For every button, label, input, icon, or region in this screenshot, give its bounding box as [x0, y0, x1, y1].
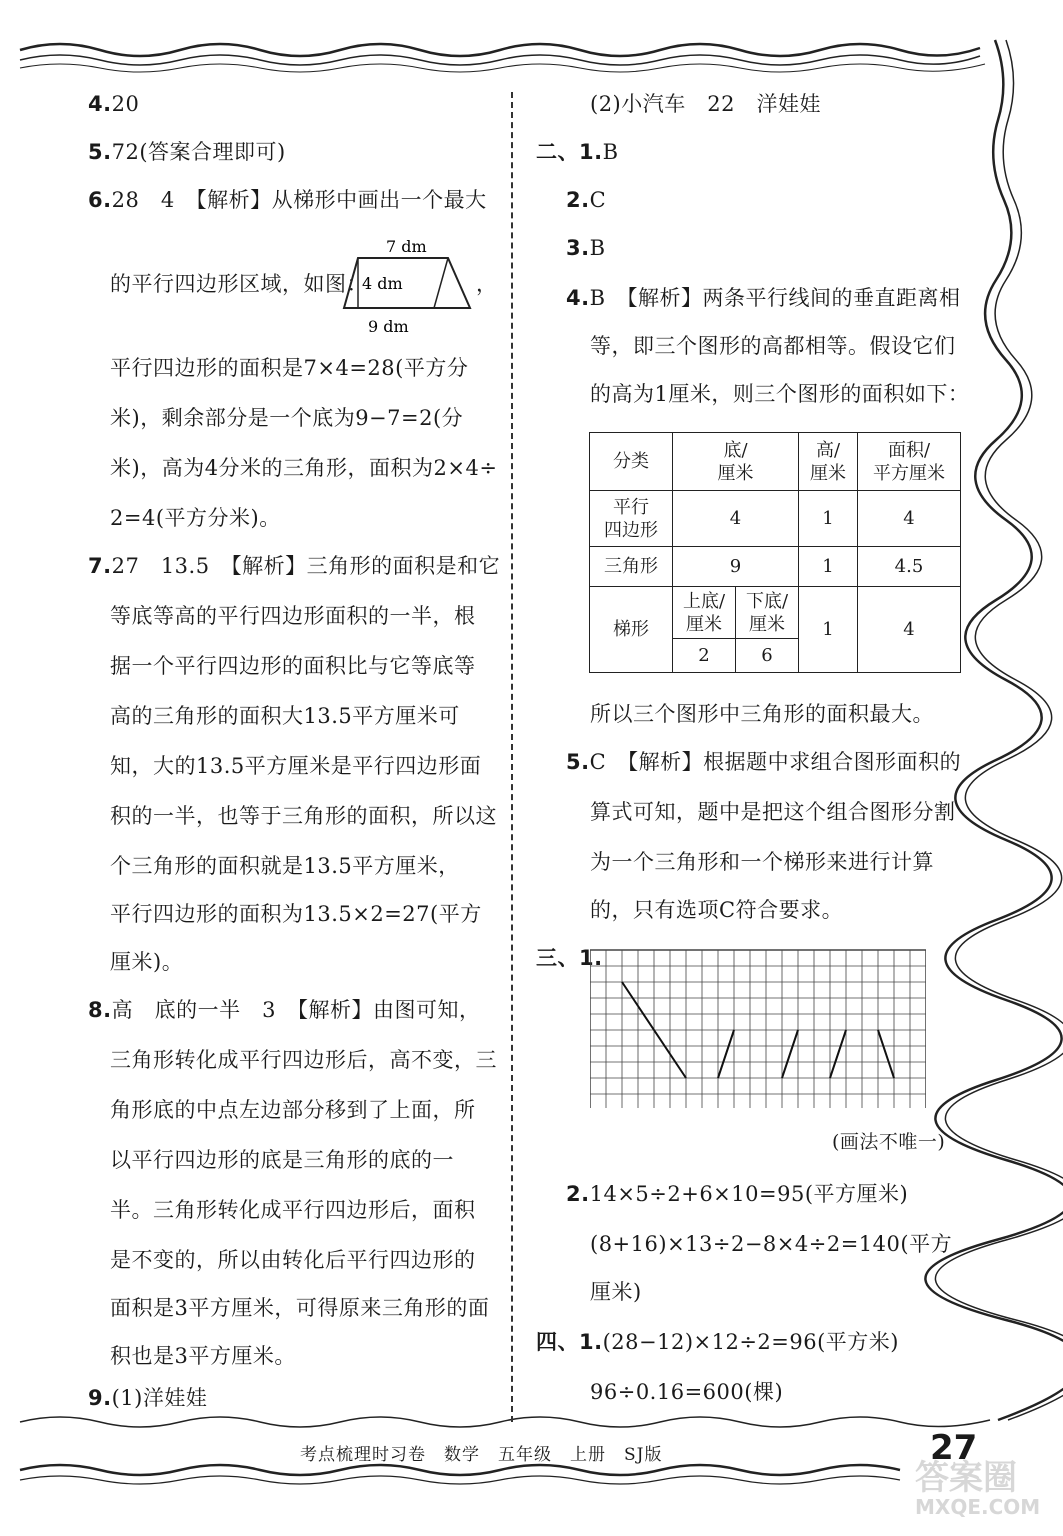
cell: 2 — [673, 639, 736, 673]
row-triangle-name: 三角形 — [590, 547, 673, 587]
svg-text:4 dm: 4 dm — [362, 274, 403, 293]
section-2-q4: 4.B 【解析】两条平行线间的垂直距离相 — [566, 286, 961, 310]
answer-7-line: 积的一半，也等于三角形的面积，所以这 — [110, 804, 497, 828]
section-2-q5-line: 算式可知，题中是把这个组合图形分割 — [590, 800, 956, 824]
answer-6: 6.28 4 【解析】从梯形中画出一个最大 — [88, 188, 487, 212]
th-base: 底/ 厘米 — [673, 433, 799, 491]
answer-8-line: 以平行四边形的底是三角形的底的一 — [110, 1148, 454, 1172]
answer-7-line: 等底等高的平行四边形面积的一半，根 — [110, 604, 476, 628]
section-2-q5-line: 的，只有选项C符合要求。 — [590, 898, 844, 922]
svg-text:7 dm: 7 dm — [386, 237, 427, 256]
answer-7-line: 个三角形的面积就是13.5平方厘米， — [110, 854, 460, 878]
comma: ， — [476, 272, 498, 296]
drawn-segment — [718, 1030, 734, 1078]
section-4-q1-line: 96÷0.16=600(棵) — [590, 1380, 784, 1404]
answer-6-line: 米)，剩余部分是一个底为9−7=2(分 — [110, 406, 464, 430]
section-2-q2: 2.C — [566, 188, 607, 212]
row-trapezoid-name: 梯形 — [590, 587, 673, 673]
cell: 1 — [799, 587, 858, 673]
section-3-q1: 三、1. — [536, 945, 603, 970]
answer-8-line: 面积是3平方厘米，可得原来三角形的面 — [110, 1296, 490, 1320]
cell: 4.5 — [858, 547, 961, 587]
drawing-grid — [590, 948, 926, 1108]
trapezoid-figure — [338, 236, 478, 336]
section-2-q5-line: 为一个三角形和一个梯形来进行计算 — [590, 850, 934, 874]
svg-text:9 dm: 9 dm — [368, 317, 409, 336]
cell: 6 — [736, 639, 799, 673]
answer-5: 5.72(答案合理即可) — [88, 140, 286, 164]
drawn-segment — [782, 1030, 798, 1078]
section-2-q5: 5.C 【解析】根据题中求组合图形面积的 — [566, 750, 962, 774]
footer-book-info: 考点梳理时习卷 数学 五年级 上册 SJ版 — [300, 1445, 663, 1465]
answer-7-line: 厘米)。 — [110, 950, 184, 974]
th-height: 高/ 厘米 — [799, 433, 858, 491]
cell: 4 — [673, 491, 799, 547]
cell: 1 — [799, 547, 858, 587]
drawn-segment — [830, 1030, 846, 1078]
section-3-q2-line: 厘米) — [590, 1280, 642, 1304]
area-comparison-table — [589, 432, 961, 673]
th-category: 分类 — [590, 433, 673, 491]
answer-4: 4.20 — [88, 92, 140, 116]
section-2-q4-line: 的高为1厘米，则三个图形的面积如下： — [590, 382, 970, 406]
section-3-q2-line: (8+16)×13÷2−8×4÷2=140(平方 — [590, 1232, 953, 1256]
answer-6-figure-line: 的平行四边形区域，如图： — [110, 272, 368, 296]
section-4-q1: 四、1.(28−12)×12÷2=96(平方米) — [536, 1329, 899, 1354]
column-divider — [511, 92, 513, 1422]
th-top-base: 上底/ 厘米 — [673, 587, 736, 639]
cell: 4 — [858, 491, 961, 547]
section-2-q4-line: 等，即三个图形的高都相等。假设它们 — [590, 334, 956, 358]
watermark: 答案圈 MXQE.COM — [915, 1458, 1041, 1519]
cell: 9 — [673, 547, 799, 587]
th-bottom-base: 下底/ 厘米 — [736, 587, 799, 639]
answer-8-line: 是不变的，所以由转化后平行四边形的 — [110, 1248, 476, 1272]
answer-7-line: 平行四边形的面积为13.5×2=27(平方 — [110, 902, 482, 926]
answer-8-line: 三角形转化成平行四边形后，高不变，三 — [110, 1048, 497, 1072]
answer-9-part2: (2)小汽车 22 洋娃娃 — [590, 92, 821, 116]
answer-8: 8.高 底的一半 3 【解析】由图可知， — [88, 998, 481, 1022]
answer-6-line: 平行四边形的面积是7×4=28(平方分 — [110, 356, 469, 380]
section-3-q2: 2.14×5÷2+6×10=95(平方厘米) — [566, 1182, 909, 1206]
answer-7: 7.27 13.5 【解析】三角形的面积是和它 — [88, 554, 501, 578]
note-method: (画法不唯一) — [832, 1131, 946, 1153]
th-area: 面积/ 平方厘米 — [858, 433, 961, 491]
page-number: 27 — [930, 1428, 978, 1468]
answer-7-line: 高的三角形的面积大13.5平方厘米可 — [110, 704, 460, 728]
answer-9: 9.(1)洋娃娃 — [88, 1386, 208, 1410]
answer-7-line: 知，大的13.5平方厘米是平行四边形面 — [110, 754, 482, 778]
cell: 4 — [858, 587, 961, 673]
answer-8-line: 角形底的中点左边部分移到了上面，所 — [110, 1098, 476, 1122]
cell: 1 — [799, 491, 858, 547]
table-conclusion: 所以三个图形中三角形的面积最大。 — [590, 702, 934, 726]
answer-8-line: 半。三角形转化成平行四边形后，面积 — [110, 1198, 476, 1222]
answer-7-line: 据一个平行四边形的面积比与它等底等 — [110, 654, 476, 678]
answer-8-line: 积也是3平方厘米。 — [110, 1344, 296, 1368]
answer-6-line: 2=4(平方分米)。 — [110, 506, 281, 530]
answer-6-line: 米)，高为4分米的三角形，面积为2×4÷ — [110, 456, 498, 480]
row-parallelogram-name: 平行 四边形 — [590, 491, 673, 547]
drawn-segment — [878, 1030, 894, 1078]
section-2-q1: 二、1.B — [536, 139, 619, 164]
section-2-q3: 3.B — [566, 236, 606, 260]
